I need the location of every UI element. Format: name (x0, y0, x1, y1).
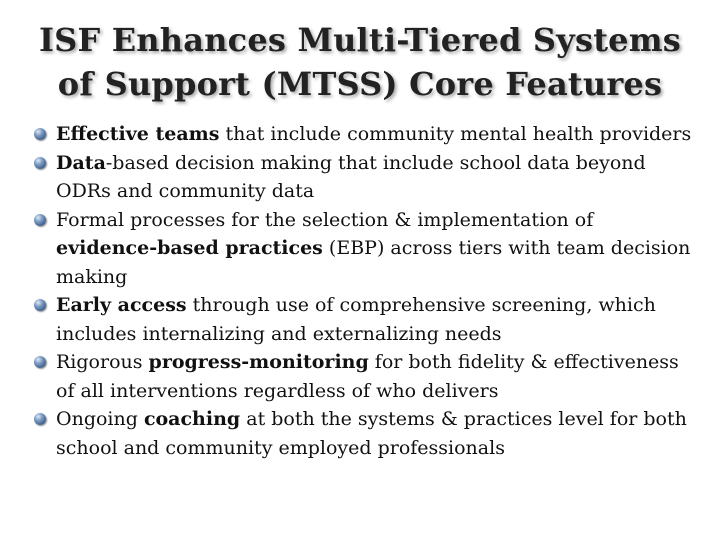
bullet-bold: progress-monitoring (148, 351, 369, 373)
bullet-text: -based decision making that include school data beyond ODRs and community data (56, 151, 646, 202)
bullet-item-progress-monitoring (34, 348, 694, 405)
bullet-bold: Effective teams (56, 123, 220, 145)
bullet-item-effective-teams (34, 120, 694, 149)
bullet-bold: Data (56, 151, 106, 174)
bullet-text: for both fidelity & effectiveness of all interventions regardless of who delivers (56, 351, 679, 402)
bullet-icon (34, 128, 46, 140)
bullet-item-early-access (34, 291, 694, 348)
bullet-text-pre: Rigorous (56, 351, 149, 373)
slide-title (0, 18, 720, 106)
bullet-text: through use of comprehensive screening, which includes internalizing and externalizing needs (56, 294, 656, 345)
bullet-list (34, 120, 694, 462)
bullet-item-ebp (34, 206, 694, 292)
bullet-bold: evidence-based practices (56, 237, 323, 259)
bullet-text-pre: Ongoing (56, 408, 144, 430)
bullet-bold: Early access (56, 294, 187, 316)
bullet-text: at both the systems & practices level for both school and community employed professionals (56, 408, 687, 459)
bullet-text-pre: Formal processes for the selection & implementation of (56, 208, 594, 231)
bullet-item-coaching (34, 405, 694, 462)
bullet-icon (34, 299, 46, 311)
bullet-icon (34, 413, 46, 425)
bullet-icon (34, 214, 46, 226)
title-line-2: of Support (MTSS) Core Features (57, 65, 663, 103)
bullet-item-data (34, 149, 694, 206)
bullet-text: that include community mental health providers (219, 123, 692, 145)
bullet-icon (34, 157, 46, 169)
title-line-1: ISF Enhances Multi-Tiered Systems (38, 21, 682, 59)
bullet-text: (EBP) across tiers with team decision making (56, 237, 691, 288)
bullet-bold: coaching (143, 408, 241, 430)
bullet-icon (34, 356, 46, 368)
